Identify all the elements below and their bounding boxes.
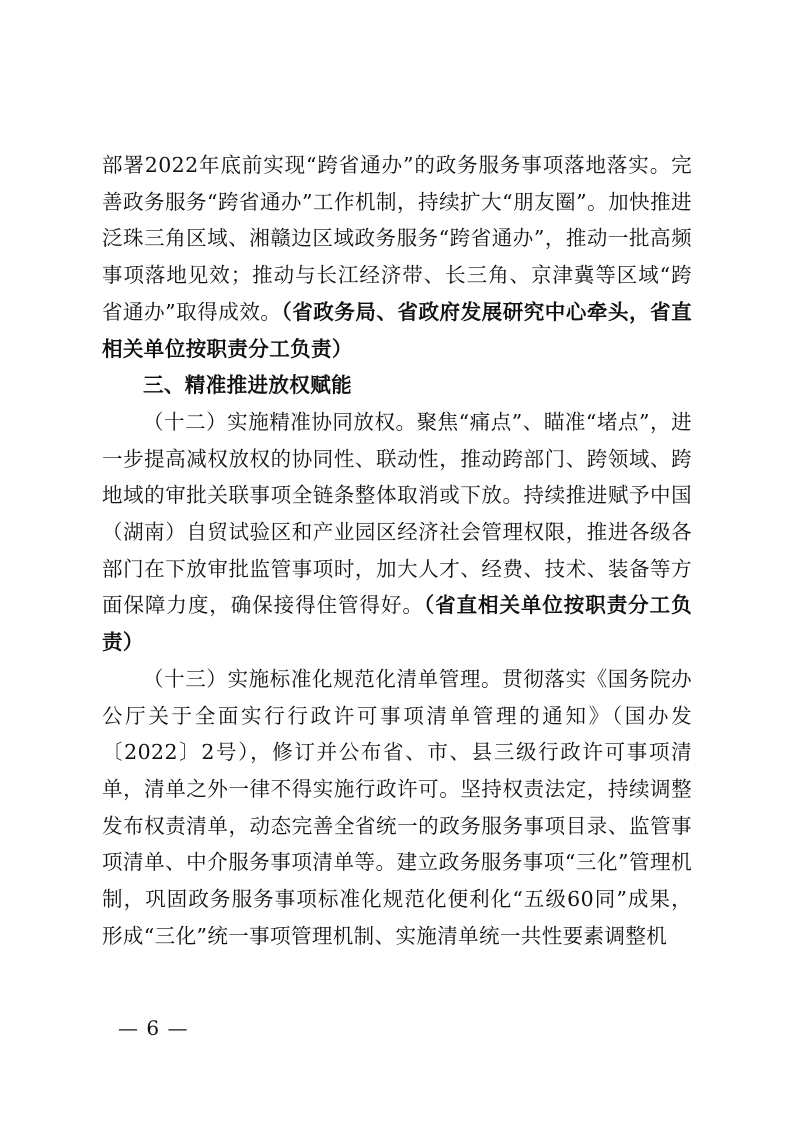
responsibility-note: （省政务局、省政府发展研究中心牵头，省直相关单位按职责分工负责） <box>102 299 692 361</box>
page-number: — 6 — <box>118 1016 189 1040</box>
paragraph-text: （十二）实施精准协同放权。聚焦“痛点”、瞄准“堵点”，进一步提高减权放权的协同性、联动性，推动跨部门、跨领域、跨地域的审批关联事项全链条整体取消或下放。持续推进赋予中国（湖南）自贸试验区和产业园区经济社会管理权限，推进各级各部门在下放审批监管事项时，加大人才、经费、技术、装备等方面保障力度，确保接得住管得好。 <box>102 409 692 618</box>
document-body <box>102 147 692 954</box>
paragraph-item-12 <box>102 404 692 661</box>
paragraph-text: 部署2022年底前实现“跨省通办”的政务服务事项落地落实。完善政务服务“跨省通办”工作机制，持续扩大“朋友圈”。加快推进泛珠三角区域、湘赣边区域政务服务“跨省通办”，推动一批高频事项落地见效；推动与长江经济带、长三角、京津冀等区域“跨省通办”取得成效。 <box>102 153 692 324</box>
section-heading: 三、精准推进放权赋能 <box>143 373 352 398</box>
paragraph-item-13 <box>102 661 692 955</box>
paragraph-text: （十三）实施标准化规范化清单管理。贯彻落实《国务院办公厅关于全面实行行政许可事项清单管理的通知》（国办发〔2022〕2号），修订并公布省、市、县三级行政许可事项清单，清单之外一律不得实施行政许可。坚持权责法定，持续调整发布权责清单，动态完善全省统一的政务服务事项目录、监管事项清单、中介服务事项清单等。建立政务服务事项“三化”管理机制，巩固政务服务事项标准化规范化便利化“五级60同”成果，形成“三化”统一事项管理机制、实施清单统一共性要素调整机 <box>102 666 692 948</box>
paragraph-cross-province <box>102 147 692 367</box>
responsibility-note: （省直相关单位按职责分工负责） <box>102 593 692 655</box>
